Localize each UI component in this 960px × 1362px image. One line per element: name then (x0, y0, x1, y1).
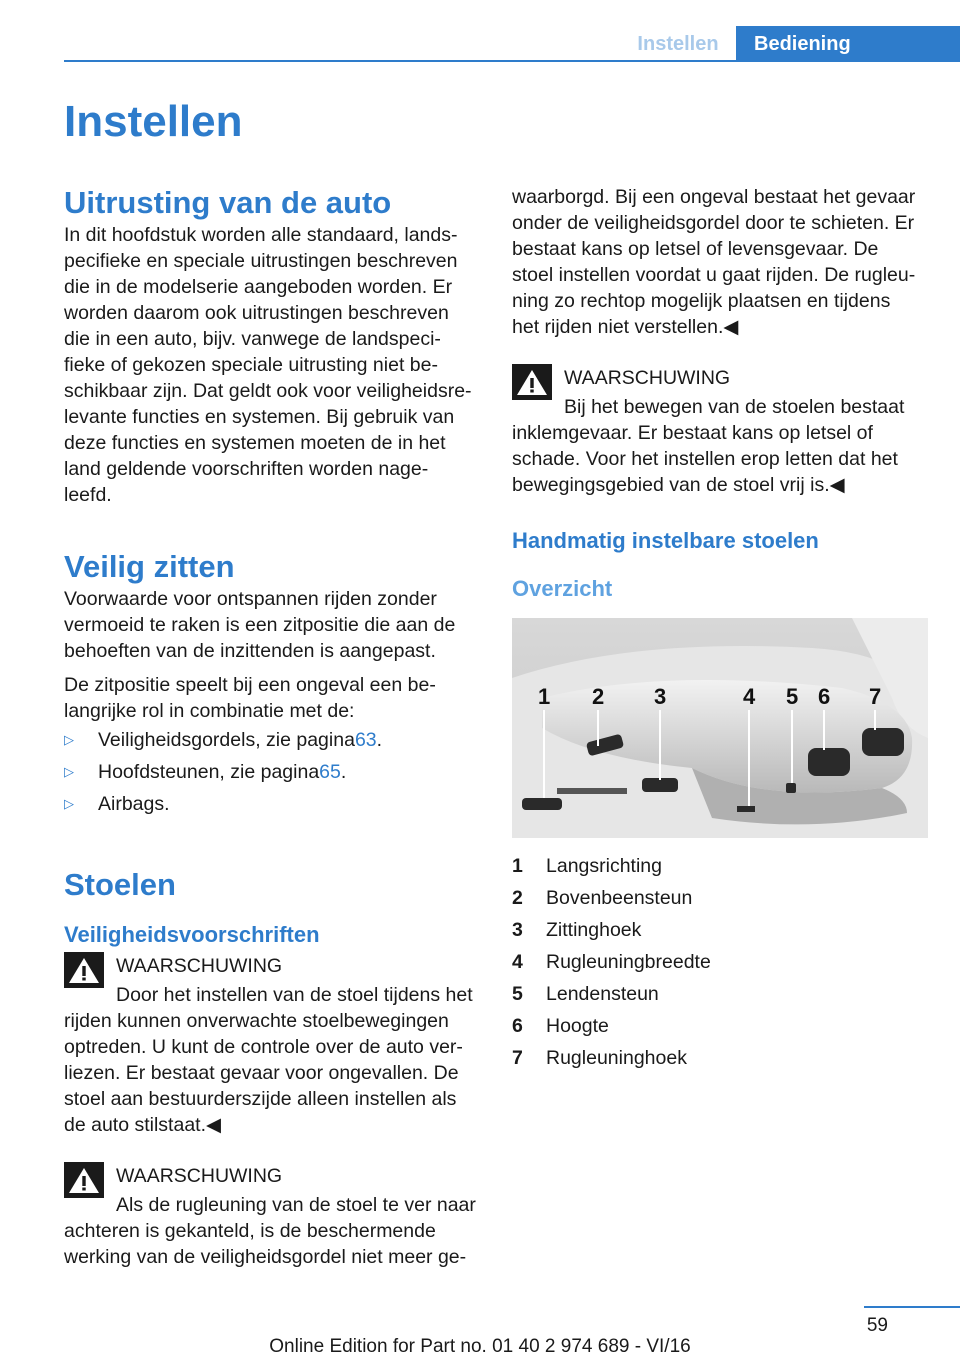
page-title: Instellen (64, 97, 243, 146)
page-number: 59 (866, 1315, 888, 1336)
legend-list (512, 850, 928, 1074)
figure-label-3: 3 (654, 684, 667, 709)
text-line: het rijden niet verstellen.◀ (512, 316, 739, 338)
text-line: onder de veiligheidsgordel door te schieten. Er (512, 212, 915, 234)
text-line: optreden. U kunt de controle over de auto ver‐ (64, 1036, 463, 1058)
warning-heading: WAARSCHUWING (116, 1165, 283, 1187)
text-line: bestaat kans op letsel of levensgevaar. De (512, 238, 879, 260)
veilig-zitten-paragraph-1 (64, 586, 480, 664)
text-line: liezen. Er bestaat gevaar voor ongevallen. De (64, 1062, 459, 1084)
item-label: Bovenbeensteun (546, 887, 693, 909)
text-line: De zitpositie speelt bij een ongeval een be‐ (64, 674, 436, 696)
section-title-uitrusting: Uitrusting van de auto (64, 185, 392, 220)
edition-footer: Online Edition for Part no. 01 40 2 974 689 - VI/16 (269, 1336, 691, 1357)
text-line: achteren is gekanteld, is de beschermende (64, 1220, 436, 1242)
text-line: pecifieke en speciale uitrustingen beschreven (64, 250, 458, 272)
list-item (512, 882, 928, 914)
text-line: In dit hoofdstuk worden alle standaard, lands‐ (64, 224, 458, 246)
item-label: Hoogte (546, 1015, 609, 1037)
text-line: Bij het bewegen van de stoelen bestaat (564, 396, 905, 418)
text-line: stoel aan bestuurderszijde alleen instellen als (64, 1088, 457, 1110)
warning-block (64, 950, 480, 1138)
list-item (64, 756, 480, 788)
bullet-text: Airbags. (98, 793, 170, 815)
figure-label-7: 7 (869, 684, 882, 709)
uitrusting-paragraph (64, 222, 480, 508)
subsection-title-veiligheidsvoorschriften: Veiligheidsvoorschriften (64, 922, 320, 947)
item-label: Zittinghoek (546, 919, 642, 941)
item-label: Langsrichting (546, 855, 662, 877)
page-link[interactable]: 65 (319, 761, 341, 783)
text-line: Voorwaarde voor ontspannen rijden zonder (64, 588, 437, 610)
text-line: ning zo rechtop mogelijk plaatsen en tijdens (512, 290, 891, 312)
warning-triangle-icon (512, 364, 552, 400)
text-line: vermoeid te raken is een zitpositie die aan de (64, 614, 456, 636)
list-item (512, 1010, 928, 1042)
warning-triangle-icon (64, 1162, 104, 1198)
item-label: Rugleuningbreedte (546, 951, 711, 973)
header-tab-instellen: Instellen (637, 32, 719, 55)
seat-controls-figure (512, 618, 928, 838)
figure-label-6: 6 (818, 684, 831, 709)
warning-heading: WAARSCHUWING (116, 955, 283, 977)
item-number: 4 (512, 951, 523, 973)
text-line: deze functies en systemen moeten de in het (64, 432, 446, 454)
left-column (64, 184, 480, 1270)
list-item (512, 1042, 928, 1074)
text-line: leefd. (64, 484, 112, 506)
text-line: schikbaar zijn. Dat geldt ook voor veiligheidsre‐ (64, 380, 472, 402)
figure-label-4: 4 (743, 684, 756, 709)
list-item (512, 850, 928, 882)
bullet-tail: . (376, 729, 383, 751)
header-tab-bediening: Bediening (736, 26, 960, 62)
subsection-title-overzicht: Overzicht (512, 576, 613, 601)
bullet-text: Veiligheidsgordels, zie pagina (98, 729, 355, 751)
header-rule (64, 60, 960, 62)
text-line: langrijke rol in combinatie met de: (64, 700, 355, 722)
figure-label-2: 2 (592, 684, 605, 709)
section-title-veilig-zitten: Veilig zitten (64, 549, 235, 584)
item-number: 2 (512, 887, 523, 909)
text-line: rijden kunnen onverwachte stoelbewegingen (64, 1010, 449, 1032)
triangle-bullet-icon: ▷ (64, 732, 74, 747)
figure-label-1: 1 (538, 684, 551, 709)
item-number: 7 (512, 1047, 523, 1069)
warning-block (512, 362, 928, 498)
text-line: schade. Voor het instellen erop letten dat het (512, 448, 898, 470)
veilig-zitten-paragraph-2 (64, 672, 480, 724)
triangle-bullet-icon: ▷ (64, 796, 74, 811)
text-line: inklemgevaar. Er bestaat kans op letsel of (512, 422, 873, 444)
list-item (64, 788, 480, 820)
figure-label-5: 5 (786, 684, 799, 709)
text-line: die in een auto, bijv. vanwege de landspeci‐ (64, 328, 441, 350)
warning-heading: WAARSCHUWING (564, 367, 731, 389)
text-line: werking van de veiligheidsgordel niet meer ge‐ (64, 1246, 467, 1268)
text-line: die in de modelserie aangeboden worden. Er (64, 276, 453, 298)
list-item (512, 914, 928, 946)
text-line: bewegingsgebied van de stoel vrij is.◀ (512, 474, 845, 496)
text-line: Als de rugleuning van de stoel te ver naar (116, 1194, 476, 1216)
text-line: fieke of gekozen speciale uitrusting niet be‐ (64, 354, 438, 376)
footer-rule (864, 1306, 960, 1308)
item-label: Lendensteun (546, 983, 659, 1005)
item-label: Rugleuninghoek (546, 1047, 687, 1069)
bullet-text: Hoofdsteunen, zie pagina (98, 761, 320, 783)
warning-triangle-icon (64, 952, 104, 988)
list-item (512, 978, 928, 1010)
bullet-list (64, 724, 480, 820)
text-line: behoeften van de inzittenden is aangepast. (64, 640, 436, 662)
triangle-bullet-icon: ▷ (64, 764, 74, 779)
item-number: 1 (512, 855, 523, 877)
list-item (64, 724, 480, 756)
text-line: waarborgd. Bij een ongeval bestaat het gevaar (512, 186, 916, 208)
continued-paragraph (512, 184, 928, 340)
right-column (512, 184, 928, 1074)
list-item (512, 946, 928, 978)
warning-block (64, 1160, 480, 1270)
item-number: 6 (512, 1015, 523, 1037)
text-line: stoel instellen voordat u gaat rijden. De rugleu‐ (512, 264, 916, 286)
bullet-tail: . (340, 761, 347, 783)
text-line: levante functies en systemen. Bij gebruik van (64, 406, 455, 428)
subsection-title-handmatig: Handmatig instelbare stoelen (512, 528, 819, 553)
item-number: 5 (512, 983, 523, 1005)
text-line: worden daarom ook uitrustingen beschreven (64, 302, 449, 324)
text-line: land geldende voorschriften worden nage‐ (64, 458, 429, 480)
item-number: 3 (512, 919, 523, 941)
section-title-stoelen: Stoelen (64, 867, 176, 902)
text-line: de auto stilstaat.◀ (64, 1114, 221, 1136)
page-link[interactable]: 63 (354, 729, 377, 751)
text-line: Door het instellen van de stoel tijdens het (116, 984, 473, 1006)
